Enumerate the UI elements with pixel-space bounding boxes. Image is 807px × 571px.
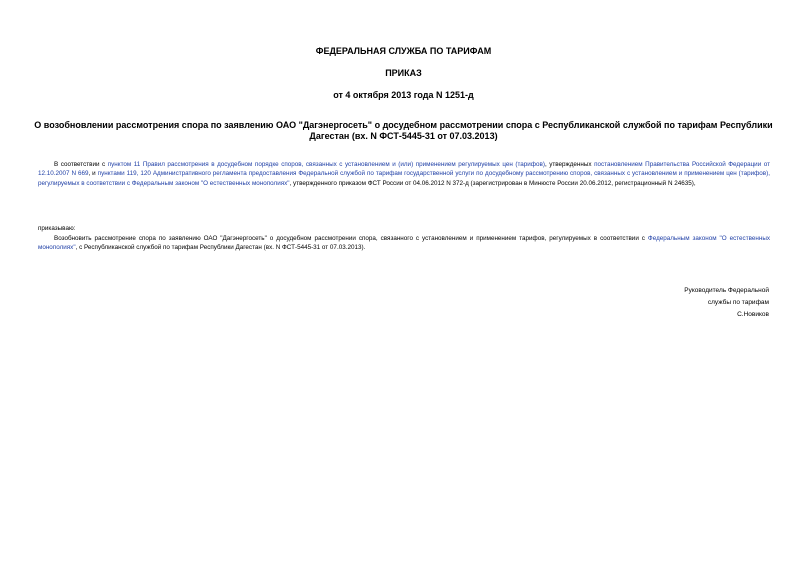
link-clause-11[interactable]: пунктом 11 — [107, 161, 141, 168]
link-dispute-rules[interactable]: Правил рассмотрения в досудебном порядке споров, связанных с установлением и (или) применением регулируемых цен (тарифов) — [142, 161, 545, 168]
signature-agency: службы по тарифам — [707, 299, 769, 306]
decision-text-1: Возобновить рассмотрение спора по заявлению ОАО "Дагэнергосеть" о досудебном рассмотрении спора, связанного с установлением и применением тарифов, регулируемых в соответствии с — [54, 235, 648, 242]
basis-text-3: , утвержденных — [544, 161, 595, 168]
document-type: ПРИКАЗ — [385, 68, 422, 78]
decision-text-2: , с Республиканской службой по тарифам Республики Дагестан (вх. N ФСТ-5445-31 от 07.03.2013). — [75, 244, 366, 252]
link-government-resolution[interactable]: постановлением Правительства Российской Федерации от 12.10.2007 N 669 — [38, 161, 770, 178]
basis-text-1: В соответствии с — [54, 161, 108, 168]
basis-text-5: , утвержденного приказом ФСТ России от 04.06.2012 N 372-д (зарегистрирован в Минюсте России 20.06.2012, регистрационный N 24635), — [289, 179, 696, 187]
document-subject: О возобновлении рассмотрения спора по заявлению ОАО "Дагэнергосеть" о досудебном рассмотрении спора с Республиканской службой по тарифам Республики Дагестан (вх. N ФСТ-5445-31 от 07.03.2013) — [34, 120, 773, 141]
basis-paragraph — [38, 160, 770, 188]
link-admin-regulation[interactable]: пунктами 119, 120 Административного регламента предоставления Федеральной службой по тарифам государственной услуги по досудебному рассмотрению споров, связанных с установлением и применением цен (тарифов), регулируемых в соответствии с Федеральным законом "О естественных монополиях" — [38, 170, 770, 187]
document-date-number: от 4 октября 2013 года N 1251-д — [333, 90, 474, 100]
signature-position: Руководитель Федеральной — [684, 287, 769, 294]
decision-paragraph — [38, 234, 770, 253]
signature-name: С.Новиков — [737, 311, 769, 318]
order-word: приказываю: — [38, 225, 76, 232]
basis-text-4: , и — [88, 170, 98, 178]
agency-title: ФЕДЕРАЛЬНАЯ СЛУЖБА ПО ТАРИФАМ — [315, 46, 492, 56]
link-natural-monopolies-law[interactable]: Федеральным законом "О естественных монополиях" — [38, 235, 770, 252]
